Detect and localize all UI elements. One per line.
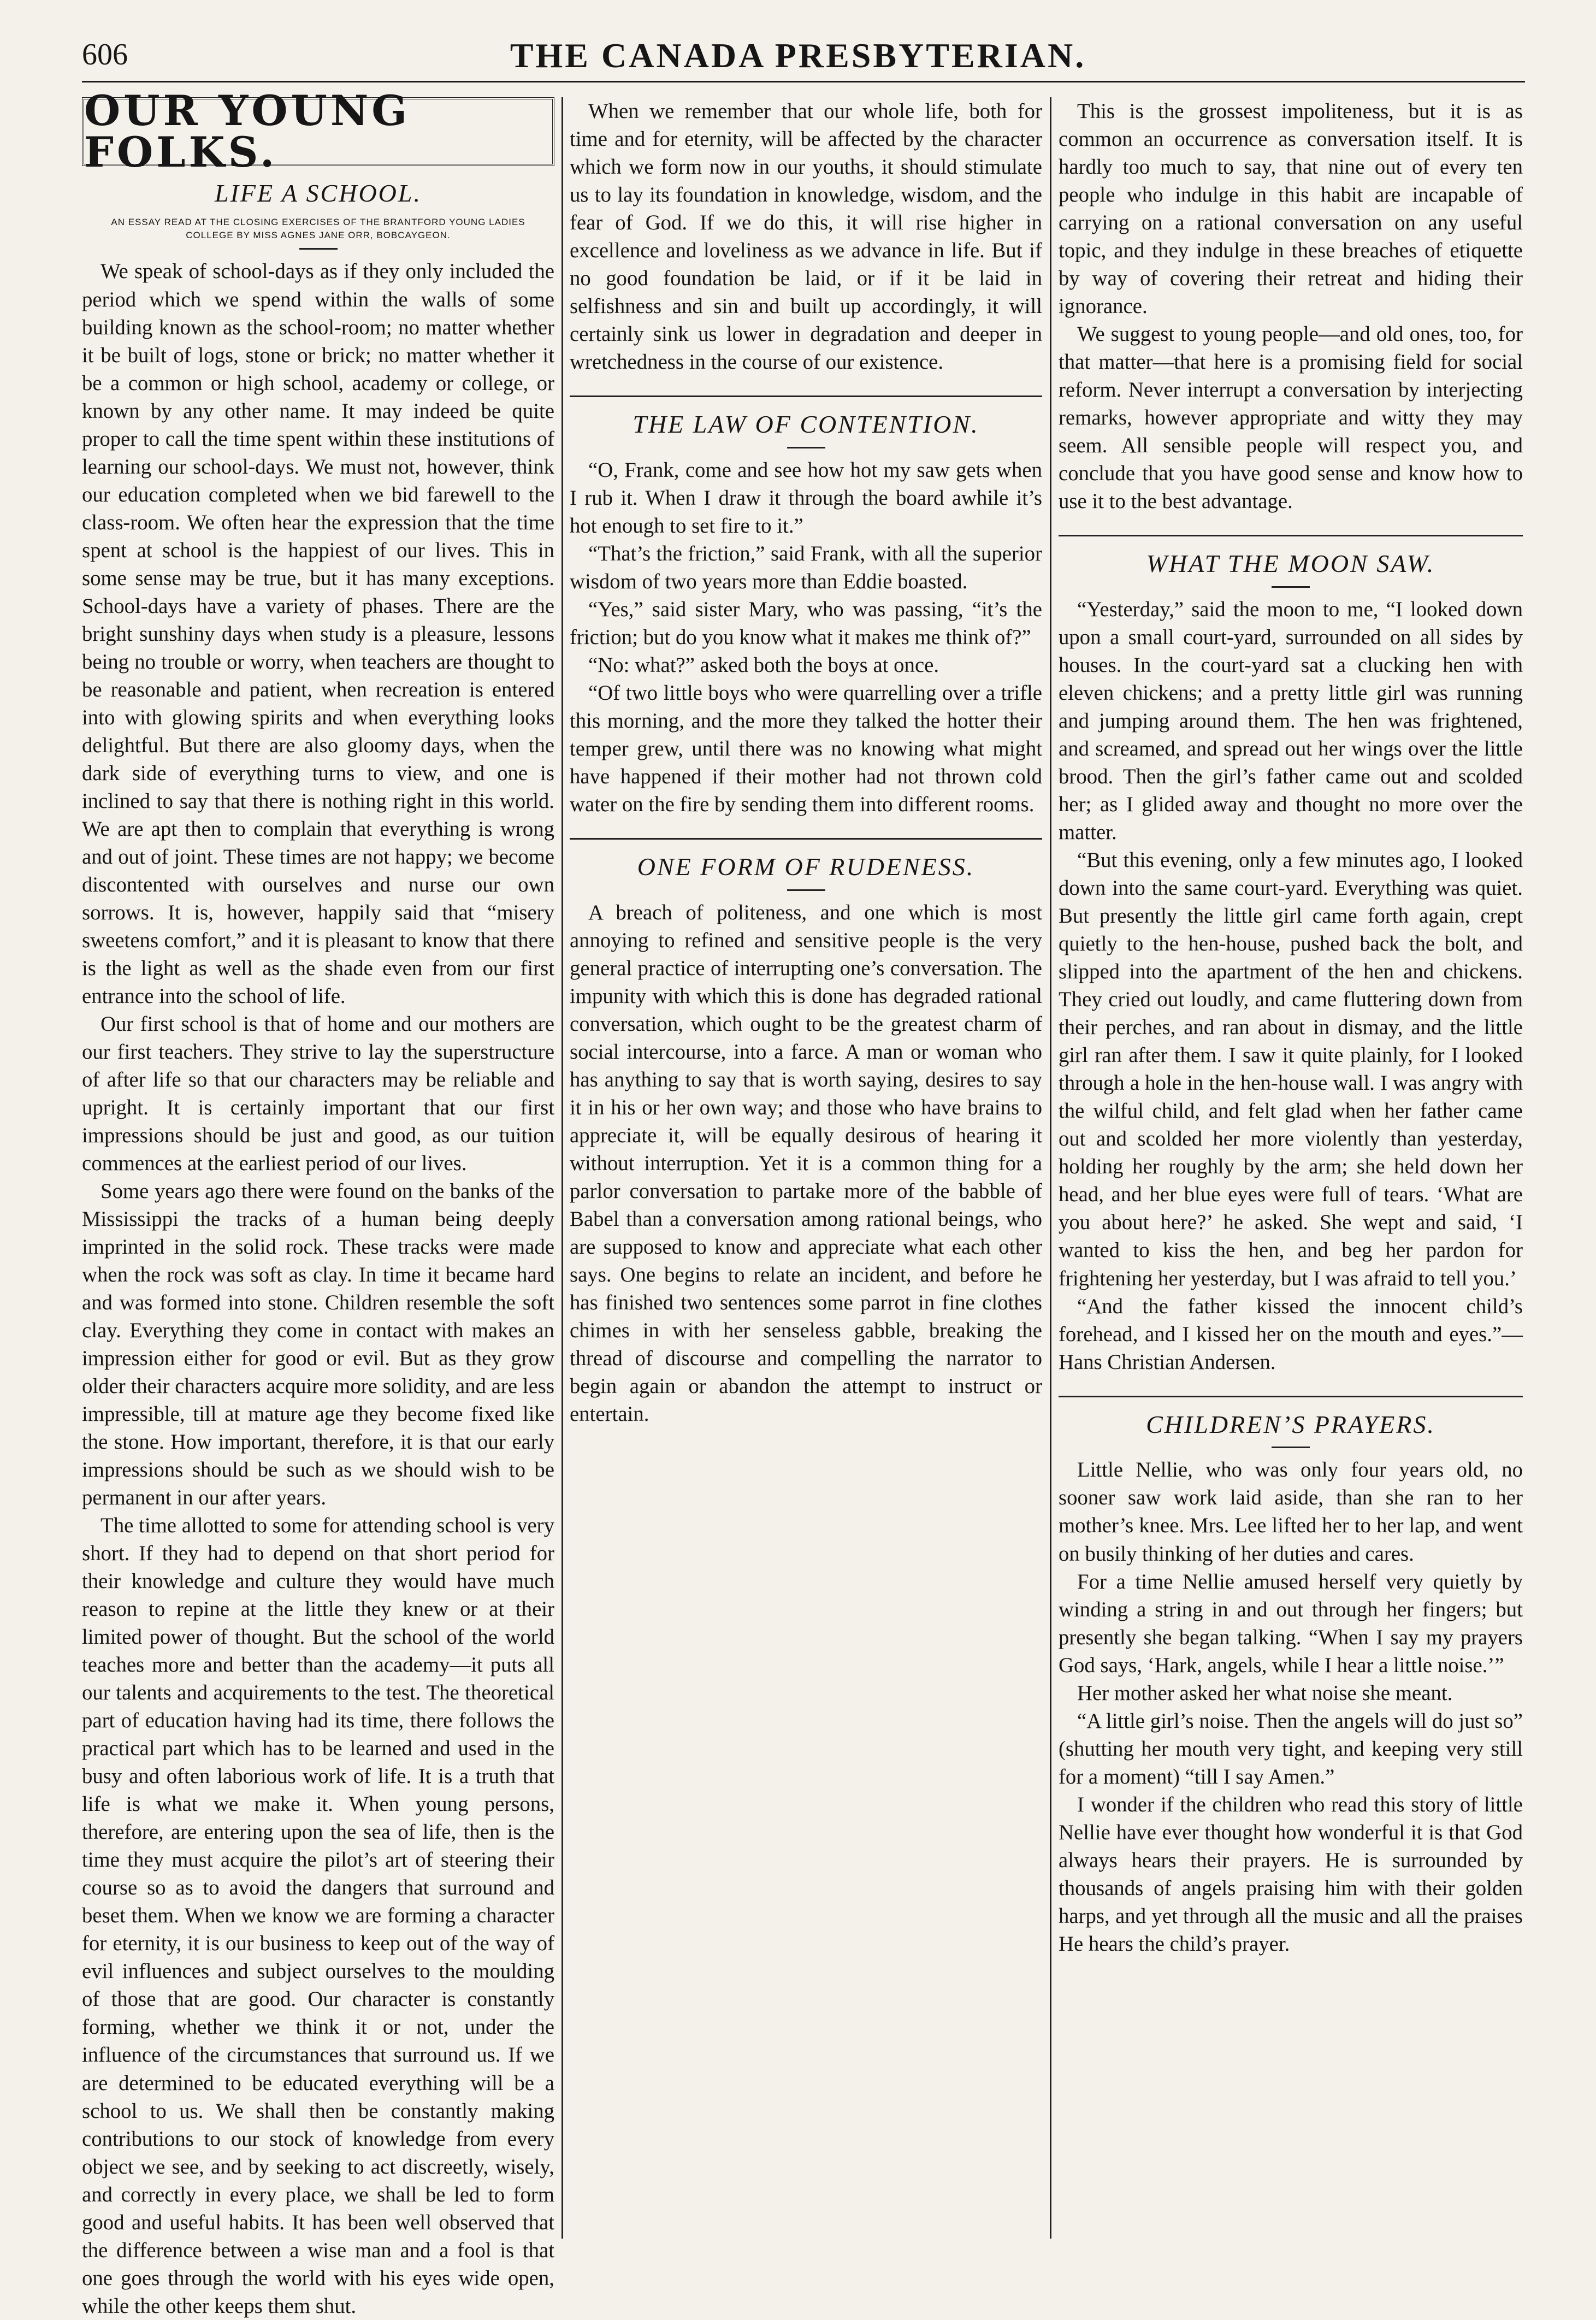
article-note: AN ESSAY READ AT THE CLOSING EXERCISES OF THE BRANTFORD YOUNG LADIES COLLEGE BY MISS AGNES JANE ORR, BOBCAYGEON.	[111, 216, 525, 240]
section-rule	[570, 838, 1042, 840]
article-paragraph: We speak of school-days as if they only included the period which we spend within the walls of some building known as the school-room; no matter whether it be built of logs, stone or brick; no matter whether it be a common or high school, academy or college, or known by any other name. It may indeed be quite proper to call the time spent within these institutions of learning our school-days. We must not, however, think our education completed when we bid farewell to the class-room. We often hear the expression that the time spent at school is the happiest of our lives. This in some sense may be true, but it has many exceptions. School-days have a variety of phases. There are the bright sunshiny days when study is a pleasure, lessons being no trouble or worry, when teachers are thought to be reasonable and patient, when recreation is entered into with glowing spirits and when everything looks delightful. But there are also gloomy days, when the dark side of everything turns to view, and one is inclined to say that there is nothing right in this world. We are apt then to complain that everything is wrong and out of joint. These times are not happy; we become discontented with ourselves and nurse our own sorrows. It is, however, happily said that “misery sweetens comfort,” and it is pleasant to know that there is the light as well as the shade even from our first entrance into the school of life.	[82, 259, 554, 1008]
section-rule	[1059, 535, 1523, 536]
article-paragraph: “That’s the friction,” said Frank, with all the superior wisdom of two years more than Eddie boasted.	[570, 542, 1042, 594]
article-title: CHILDREN’S PRAYERS.	[1146, 1410, 1435, 1438]
title-rule	[299, 248, 338, 250]
column-1	[82, 86, 554, 2318]
column-divider	[1050, 97, 1051, 2239]
article-title: LIFE A SCHOOL.	[215, 179, 422, 207]
article-paragraph: “Of two little boys who were quarrelling over a trifle this morning, and the more they talked the hotter their temper grew, until there was no knowing what might have happened if their mother had not thrown cold water on the fire by sending them into different rooms.	[570, 681, 1042, 817]
article-paragraph: “Yes,” said sister Mary, who was passing, “it’s the friction; but do you know what it makes me think of?”	[570, 598, 1042, 650]
article-paragraph: The time allotted to some for attending school is very short. If they had to depend on that short period for their knowledge and culture they would have much reason to repine at the little they knew or at their limited power of thought. But the school of the world teaches more and better than the academy—it puts all our talents and acquirements to the test. The theoretical part of education having had its time, there follows the practical part which has to be learned and used in the busy and often laborious work of life. It is a truth that life is what we make it. When young persons, therefore, are entering upon the sea of life, then is the time they must acquire the pilot’s art of steering their course so as to avoid the dangers that surround and beset them. When we know we are forming a character for eternity, it is our business to keep out of the way of evil influences and subject ourselves to the moulding of those that are good. Our character is constantly forming, whether we think it or not, under the influence of the circumstances that surround us. If we are determined to be educated everything will be a school to us. We shall then be constantly making contributions to our stock of knowledge from every object we see, and by seeking to act discreetly, wisely, and correctly in every place, we shall be led to form good and useful habits. It has been well observed that the difference between a wise man and a fool is that one goes through the world with his eyes wide open, while the other keeps them shut.	[82, 1514, 554, 2318]
article-title: WHAT THE MOON SAW.	[1146, 550, 1435, 578]
article-paragraph: “Yesterday,” said the moon to me, “I looked down upon a small court-yard, surrounded on all sides by houses. In the court-yard sat a clucking hen with eleven chickens; and a pretty little girl was running and jumping around them. The hen was frightened, and screamed, and spread out her wings over the little brood. Then the girl’s father came out and scolded her; as I glided away and thought no more over the matter.	[1059, 598, 1523, 845]
article-paragraph: For a time Nellie amused herself very quietly by winding a string in and out through her fingers; but presently she began talking. “When I say my prayers God says, ‘Hark, angels, while I hear a little noise.’”	[1059, 1569, 1523, 1677]
title-rule	[787, 447, 825, 448]
title-rule	[787, 889, 825, 891]
title-rule	[1272, 586, 1310, 588]
department-banner	[82, 86, 554, 176]
page-header	[0, 0, 1596, 74]
article-paragraph: Her mother asked her what noise she meant.	[1077, 1681, 1453, 1705]
article-paragraph: A breach of politeness, and one which is most annoying to refined and sensitive people is the very general practice of interrupting one’s conversation. The impunity with which this is done has degraded rational conversation, which ought to be the greatest charm of social intercourse, into a farce. A man or woman who has anything to say that is worth saying, desires to say it in his or her own way; and those who have brains to appreciate it, will be equally desirous of hearing it without interruption. Yet it is a common thing for a parlor conversation to partake more of the babble of Babel than a conversation among rational beings, who are supposed to know and appreciate what each other says. One begins to relate an incident, and before he has finished two sentences some parrot in fine clothes chimes in with her senseless gabble, breaking the thread of discourse and compelling the narrator to begin again or abandon the attempt to instruct or entertain.	[570, 901, 1042, 1426]
article-paragraph: Some years ago there were found on the banks of the Mississippi the tracks of a human being deeply imprinted in the solid rock. These tracks were made when the rock was soft as clay. In time it became hard and was formed into stone. Children resemble the soft clay. Everything they come in contact with makes an impression either for good or evil. But as they grow older their characters acquire more solidity, and are less impressible, till at mature age they become fixed like the stone. How important, therefore, it is that our early impressions should be such as we should wish to be permanent in our after years.	[82, 1179, 554, 1510]
column-2	[570, 97, 1042, 2239]
article-paragraph: “And the father kissed the innocent child’s forehead, and I kissed her on the mouth and eyes.”—Hans Christian Andersen.	[1059, 1294, 1523, 1374]
article-paragraph: When we remember that our whole life, both for time and for eternity, will be affected by the character which we form now in our youths, it should stimulate us to lay its foundation in knowledge, wisdom, and the fear of God. If we do this, it will rise higher in excellence and loveliness as we advance in life. But if no good foundation be laid, or if it be laid in selfishness and sin and built up accordingly, it will certainly sink us lower in degradation and deeper in wretchedness in the course of our existence.	[570, 99, 1042, 374]
header-rule	[82, 81, 1525, 82]
article-title: THE LAW OF CONTENTION.	[633, 410, 979, 439]
section-rule	[1059, 1396, 1523, 1397]
article-paragraph: “O, Frank, come and see how hot my saw gets when I rub it. When I draw it through the board awhile it’s hot enough to set fire to it.”	[570, 458, 1042, 538]
article-paragraph: This is the grossest impoliteness, but it is as common an occurrence as conversation itself. It is hardly too much to say, that nine out of every ten people who indulge in this habit are incapable of carrying on a rational conversation on any useful topic, and they indulge in these breaches of etiquette by way of covering their retreat and hiding their ignorance.	[1059, 99, 1523, 318]
title-rule	[1272, 1447, 1310, 1448]
article-paragraph: “A little girl’s noise. Then the angels will do just so” (shutting her mouth very tight, and keeping very still for a moment) “till I say Amen.”	[1059, 1709, 1523, 1788]
article-paragraph: I wonder if the children who read this story of little Nellie have ever thought how wonderful it is that God always hears their prayers. He is surrounded by thousands of angels praising him with their golden harps, and yet through all the music and all the praises He hears the child’s prayer.	[1059, 1792, 1523, 1956]
department-title: OUR YOUNG FOLKS.	[84, 86, 411, 176]
article-paragraph: Little Nellie, who was only four years old, no sooner saw work laid aside, than she ran to her mother’s knee. Mrs. Lee lifted her to her lap, and went on busily thinking of her duties and cares.	[1059, 1458, 1523, 1566]
article-paragraph: Our first school is that of home and our mothers are our first teachers. They strive to lay the superstructure of after life so that our characters may be reliable and upright. It is certainly important that our first impressions should be just and good, as our tuition commences at the earliest period of our lives.	[82, 1012, 554, 1175]
section-rule	[570, 395, 1042, 397]
article-paragraph: We suggest to young people—and old ones, too, for that matter—that here is a promising field for social reform. Never interrupt a conversation by interjecting remarks, however appropriate and witty they may seem. All sensible people will respect you, and conclude that you have good sense and know how to use it to the best advantage.	[1059, 322, 1523, 513]
page-number: 606	[82, 38, 128, 72]
article-paragraph: “No: what?” asked both the boys at once.	[588, 653, 939, 677]
article-title: ONE FORM OF RUDENESS.	[637, 853, 975, 881]
newspaper-title: THE CANADA PRESBYTERIAN.	[510, 36, 1086, 75]
column-divider	[561, 97, 563, 2239]
column-3	[1059, 97, 1523, 2239]
article-paragraph: “But this evening, only a few minutes ago, I looked down into the same court-yard. Everything was quiet. But presently the little girl came forth again, crept quietly to the hen-house, pushed back the bolt, and slipped into the apartment of the hen and chickens. They cried out loudly, and came fluttering down from their perches, and ran about in dismay, and the little girl ran after them. I saw it quite plainly, for I looked through a hole in the hen-house wall. I was angry with the wilful child, and felt glad when her father came out and scolded her more violently than yesterday, holding her roughly by the arm; she held down her head, and her blue eyes were full of tears. ‘What are you about here?’ he asked. She wept and said, ‘I wanted to kiss the hen, and beg her pardon for frightening her yesterday, but I was afraid to tell you.’	[1059, 848, 1523, 1290]
